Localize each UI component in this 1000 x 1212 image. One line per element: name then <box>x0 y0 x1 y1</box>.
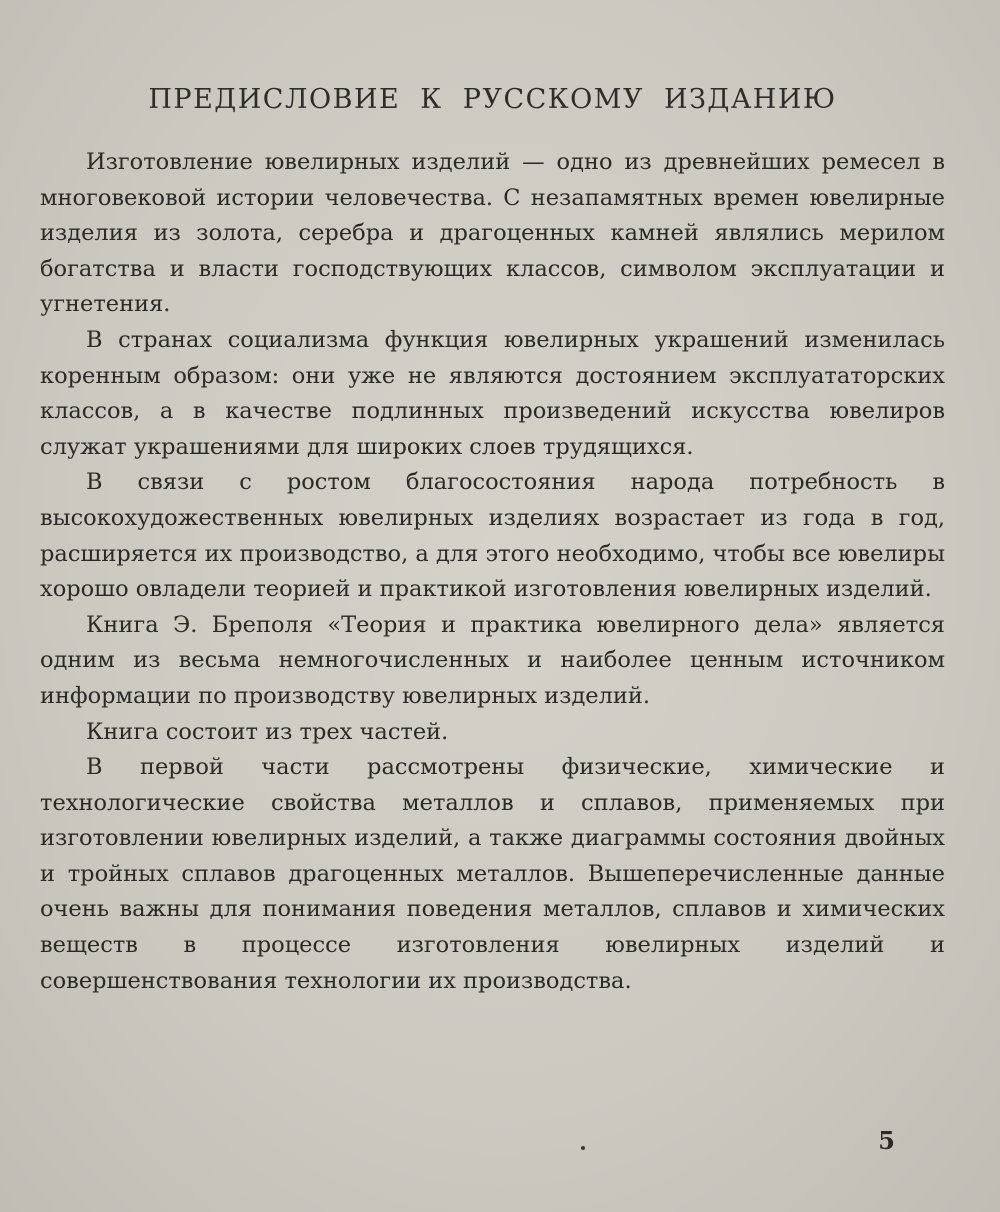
paragraph-4: Книга Э. Бреполя «Теория и практика ювелирного дела» является одним из весьма немногочисленных и наиболее ценным источником информации по производству ювелирных изделий. <box>40 611 945 709</box>
page-heading: ПРЕДИСЛОВИЕ К РУССКОМУ ИЗДАНИЮ <box>148 84 837 115</box>
paragraph-2: В странах социализма функция ювелирных украшений изменилась коренным образом: они уже не являются достоянием эксплуататорских классов, а в качестве подлинных произведений искусства ювелиров служат украшениями для широких слоев трудящихся. <box>40 326 945 460</box>
paragraph-1: Изготовление ювелирных изделий — одно из древнейших ремесел в многовековой истории человечества. С незапамятных времен ювелирные изделия из золота, серебра и драгоценных камней являлись мерилом богатства и власти господствующих классов, символом эксплуатации и угнетения. <box>40 149 945 318</box>
paragraph-5: Книга состоит из трех частей. <box>86 718 449 745</box>
page-number: 5 <box>878 1126 895 1155</box>
paragraph-3: В связи с ростом благосостояния народа потребность в высокохудожественных ювелирных изделиях возрастает из года в год, расширяется их производство, а для этого необходимо, чтобы все ювелиры хорошо овладели теорией и практикой изготовления ювелирных изделий. <box>40 469 945 603</box>
book-page <box>40 0 945 1212</box>
paragraph-6: В первой части рассмотрены физические, химические и технологические свойства металлов и сплавов, применяемых при изготовлении ювелирных изделий, а также диаграммы состояния двойных и тройных сплавов драгоценных металлов. Вышеперечисленные данные очень важны для понимания поведения металлов, сплавов и химических веществ в процессе изготовления ювелирных изделий и совершенствования технологии их производства. <box>40 754 945 994</box>
paper-speck <box>581 1146 585 1150</box>
body-text <box>40 145 945 999</box>
